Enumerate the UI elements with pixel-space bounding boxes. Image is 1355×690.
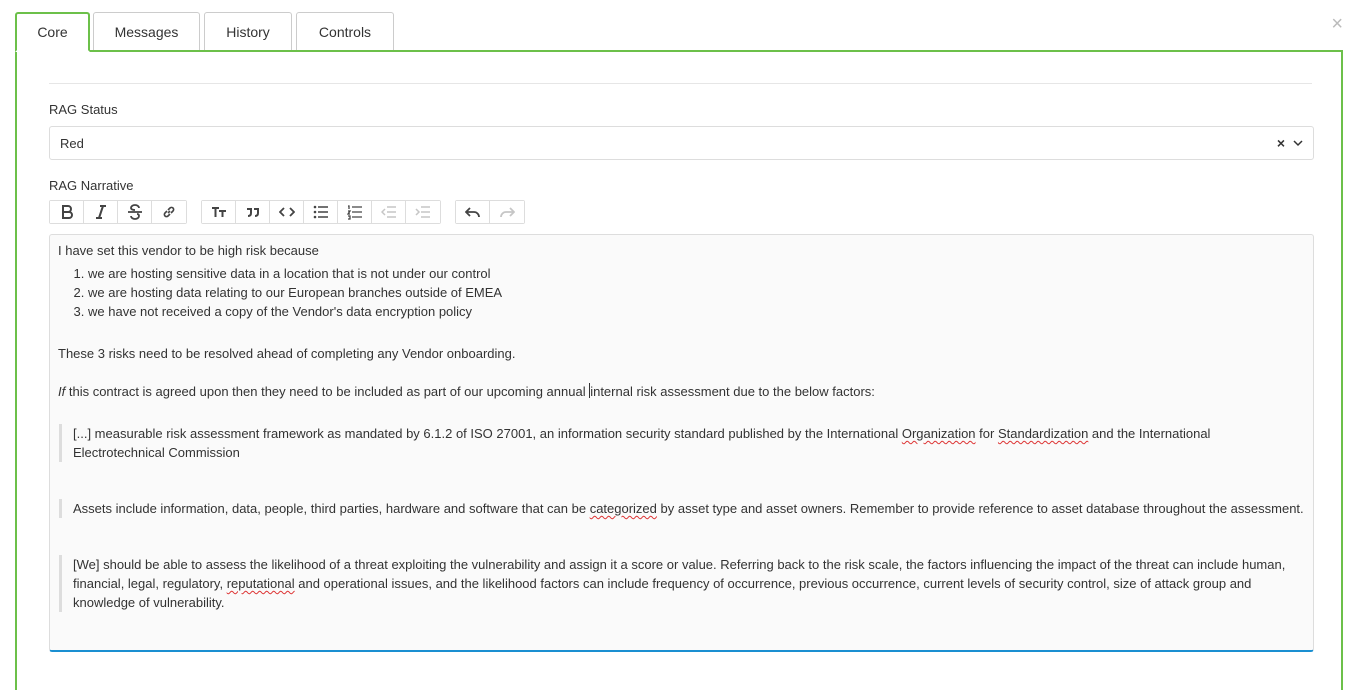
link-icon[interactable] [152,201,186,223]
text-span: internal risk assessment due to the below factors: [590,384,875,399]
text-span: Assets include information, data, people, third parties, hardware and software that can be [73,501,590,516]
text-span: [...] measurable risk assessment framework as mandated by 6.1.2 of ISO 27001, an information security standard published by the International [73,426,902,441]
core-panel [15,50,1343,690]
blockquote [59,499,1305,518]
indent-icon[interactable] [406,201,440,223]
italic-text: If [58,384,66,399]
quote-icon[interactable] [236,201,270,223]
bullet-list-icon[interactable] [304,201,338,223]
tab-messages[interactable]: Messages [93,12,200,50]
clear-icon[interactable]: × [1276,135,1285,151]
tab-controls[interactable]: Controls [296,12,394,50]
list-item: 2. we are hosting data relating to our European branches outside of EMEA [88,283,1305,302]
risk-list [58,264,1305,321]
list-item: 1. we are hosting sensitive data in a location that is not under our control [88,264,1305,283]
text-span: for [975,426,998,441]
text-span: by asset type and asset owners. Remember to provide reference to asset database throughout the assessment. [656,501,1304,516]
list-item: 3. we have not received a copy of the Vendor's data encryption policy [88,302,1305,321]
blockquote [59,424,1305,462]
toolbar-group-format [49,200,187,224]
numbered-list-icon[interactable] [338,201,372,223]
blockquote [59,555,1305,612]
text-span: this contract is agreed upon then they need to be included as part of our upcoming annual [65,384,590,399]
toolbar-group-history [455,200,525,224]
text-span: and the International Electrotechnical Commission [73,426,1211,460]
italic-icon[interactable] [84,201,118,223]
heading-icon[interactable] [202,201,236,223]
undo-icon[interactable] [456,201,490,223]
misspelled-word: Standardization [997,426,1089,441]
text-span: [We] should be able to assess the likelihood of a threat exploiting the vulnerability and assign it a score or value. Referring back to the risk scale, the factors influencing the impact of the threat can include human, financial, legal, regulatory, [73,557,1286,591]
misspelled-word: reputational [226,576,295,591]
rag-narrative-label: RAG Narrative [49,178,134,193]
narrative-paragraph [58,382,1305,401]
redo-icon[interactable] [490,201,524,223]
bold-icon[interactable] [50,201,84,223]
toolbar-group-block [201,200,441,224]
narrative-paragraph: These 3 risks need to be resolved ahead of completing any Vendor onboarding. [58,346,516,361]
outdent-icon[interactable] [372,201,406,223]
divider [49,83,1312,84]
rag-status-value: Red [60,135,84,151]
tab-history[interactable]: History [204,12,292,50]
chevron-down-icon[interactable] [1293,138,1303,148]
text-span: and operational issues, and the likelihood factors can include frequency of occurrence, previous occurrence, current levels of security control, size of attack group and knowledge of vulnerability. [73,576,1252,610]
misspelled-word: categorized [589,501,657,516]
narrative-intro: I have set this vendor to be high risk because [58,243,319,258]
rag-status-label: RAG Status [49,102,118,117]
strikethrough-icon[interactable] [118,201,152,223]
code-icon[interactable] [270,201,304,223]
tab-core[interactable]: Core [15,12,90,52]
rag-narrative-editor[interactable] [49,234,1314,652]
close-icon[interactable]: × [1331,13,1343,35]
rag-status-select[interactable] [49,126,1314,160]
misspelled-word: Organization [901,426,976,441]
